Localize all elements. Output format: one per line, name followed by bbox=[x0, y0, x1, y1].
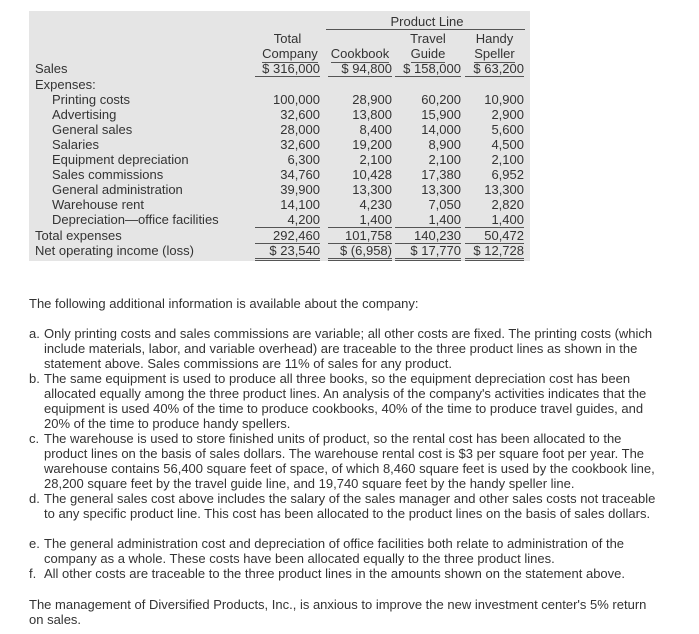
product-line-header: Product Line bbox=[390, 14, 464, 29]
cell: 8,900 bbox=[428, 137, 461, 152]
row-label: General administration bbox=[52, 182, 183, 197]
column-header-cookbook: Cookbook bbox=[330, 46, 390, 61]
cell: 140,230 bbox=[395, 228, 461, 244]
cell: 13,300 bbox=[484, 182, 524, 197]
table-row bbox=[0, 92, 699, 107]
cell: 8,400 bbox=[359, 122, 392, 137]
row-label: Warehouse rent bbox=[52, 197, 145, 212]
cell: 1,400 bbox=[328, 212, 392, 228]
note-key: f. bbox=[29, 566, 37, 581]
row-label: Advertising bbox=[52, 107, 117, 122]
cell: 50,472 bbox=[465, 228, 524, 244]
cell: $ (6,958) bbox=[328, 243, 392, 261]
column-header-total-line2: Company bbox=[262, 46, 318, 61]
row-label: Printing costs bbox=[52, 92, 131, 107]
column-header-speller-line1: Handy bbox=[475, 31, 514, 46]
cell: 19,200 bbox=[352, 137, 392, 152]
row-label: Salaries bbox=[52, 137, 99, 152]
note-text: The warehouse is used to store finished units of product, so the rental cost has been allocated to the product lines on the basis of sales dollars. The warehouse rental cost is $3 per square foot per year. The warehouse contains 56,400 square feet of space, of which 8,460 square feet is used by the cookbook line, 28,200 square feet by the travel guide line, and 19,740 square feet by the handy speller line. bbox=[44, 431, 655, 491]
cell: 39,900 bbox=[280, 182, 320, 197]
note-text: The general sales cost above includes the salary of the sales manager and other sales costs not traceable to any specific product line. This cost has been allocated to the product lines on the basis of sales dollars. bbox=[44, 491, 656, 521]
table-row bbox=[0, 182, 699, 197]
cell: 4,500 bbox=[491, 137, 524, 152]
cell: 2,900 bbox=[491, 107, 524, 122]
cell: 4,230 bbox=[359, 197, 392, 212]
cell: 2,820 bbox=[491, 197, 524, 212]
note-key: b. bbox=[29, 371, 40, 386]
note-key: a. bbox=[29, 326, 40, 341]
cell: 28,900 bbox=[352, 92, 392, 107]
cell: 1,400 bbox=[395, 212, 461, 228]
cell: 10,900 bbox=[484, 92, 524, 107]
cell: $ 94,800 bbox=[328, 61, 392, 77]
cell: 101,758 bbox=[328, 228, 392, 244]
closing-text: The management of Diversified Products, Inc., is anxious to improve the new investment center's 5% return on sales. bbox=[29, 597, 647, 627]
cell: 60,200 bbox=[421, 92, 461, 107]
table-row bbox=[0, 243, 699, 258]
table-row bbox=[0, 137, 699, 152]
cell: 15,900 bbox=[421, 107, 461, 122]
note-text: All other costs are traceable to the three product lines in the amounts shown on the statement above. bbox=[44, 566, 626, 581]
cell: $ 23,540 bbox=[255, 243, 320, 261]
cell: 13,300 bbox=[421, 182, 461, 197]
note-key: c. bbox=[29, 431, 40, 446]
row-label: Net operating income (loss) bbox=[35, 243, 194, 258]
table-row bbox=[0, 228, 699, 243]
cell: 32,600 bbox=[280, 107, 320, 122]
cell: $ 17,770 bbox=[395, 243, 461, 261]
cell: $ 158,000 bbox=[395, 61, 461, 77]
cell: 10,428 bbox=[352, 167, 392, 182]
cell: 2,100 bbox=[359, 152, 392, 167]
row-label: Equipment depreciation bbox=[52, 152, 189, 167]
row-label: Depreciation—office facilities bbox=[52, 212, 219, 227]
cell: $ 12,728 bbox=[465, 243, 524, 261]
row-label: General sales bbox=[52, 122, 133, 137]
note-text: The same equipment is used to produce all three books, so the equipment depreciation cost has been allocated equally among the three product lines. An analysis of the company's activities indicates that the equipment is used 40% of the time to produce cookbooks, 40% of the time to produce travel guides, and 20% of the time to produce handy spellers. bbox=[44, 371, 647, 431]
row-label: Total expenses bbox=[35, 228, 122, 243]
cell: $ 63,200 bbox=[465, 61, 524, 77]
table-row bbox=[0, 212, 699, 227]
table-row bbox=[0, 167, 699, 182]
table-row bbox=[0, 122, 699, 137]
note-text: Only printing costs and sales commissions are variable; all other costs are fixed. The printing costs (which include materials, labor, and variable overhead) are traceable to the three product lines as shown in the statement above. Sales commissions are 11% of sales for any product. bbox=[44, 326, 653, 371]
column-header-total-line1: Total bbox=[273, 31, 302, 46]
cell: 6,300 bbox=[287, 152, 320, 167]
cell: 6,952 bbox=[491, 167, 524, 182]
table-row bbox=[0, 61, 699, 76]
cell: 34,760 bbox=[280, 167, 320, 182]
note-key: e. bbox=[29, 536, 40, 551]
column-header-speller-line2: Speller bbox=[474, 46, 515, 61]
table-row bbox=[0, 152, 699, 167]
cell: 1,400 bbox=[465, 212, 524, 228]
table-row bbox=[0, 77, 699, 92]
cell: 2,100 bbox=[428, 152, 461, 167]
cell: $ 316,000 bbox=[255, 61, 320, 77]
row-label: Expenses: bbox=[35, 77, 96, 92]
product-line-rule bbox=[326, 29, 525, 30]
cell: 7,050 bbox=[428, 197, 461, 212]
cell: 32,600 bbox=[280, 137, 320, 152]
column-header-travel-line2: Guide bbox=[410, 46, 446, 61]
table-row bbox=[0, 197, 699, 212]
column-header-travel-line1: Travel bbox=[410, 31, 446, 46]
cell: 2,100 bbox=[491, 152, 524, 167]
cell: 100,000 bbox=[273, 92, 320, 107]
cell: 5,600 bbox=[491, 122, 524, 137]
cell: 4,200 bbox=[255, 212, 320, 228]
cell: 14,100 bbox=[280, 197, 320, 212]
row-label: Sales commissions bbox=[52, 167, 164, 182]
intro-text: The following additional information is available about the company: bbox=[29, 296, 419, 311]
note-text: The general administration cost and depreciation of office facilities both relate to administration of the company as a whole. These costs have been allocated equally to the three product lines. bbox=[44, 536, 625, 566]
cell: 13,300 bbox=[352, 182, 392, 197]
cell: 17,380 bbox=[421, 167, 461, 182]
cell: 28,000 bbox=[280, 122, 320, 137]
cell: 292,460 bbox=[255, 228, 320, 244]
cell: 14,000 bbox=[421, 122, 461, 137]
note-key: d. bbox=[29, 491, 40, 506]
cell: 13,800 bbox=[352, 107, 392, 122]
row-label: Sales bbox=[35, 61, 68, 76]
table-row bbox=[0, 107, 699, 122]
